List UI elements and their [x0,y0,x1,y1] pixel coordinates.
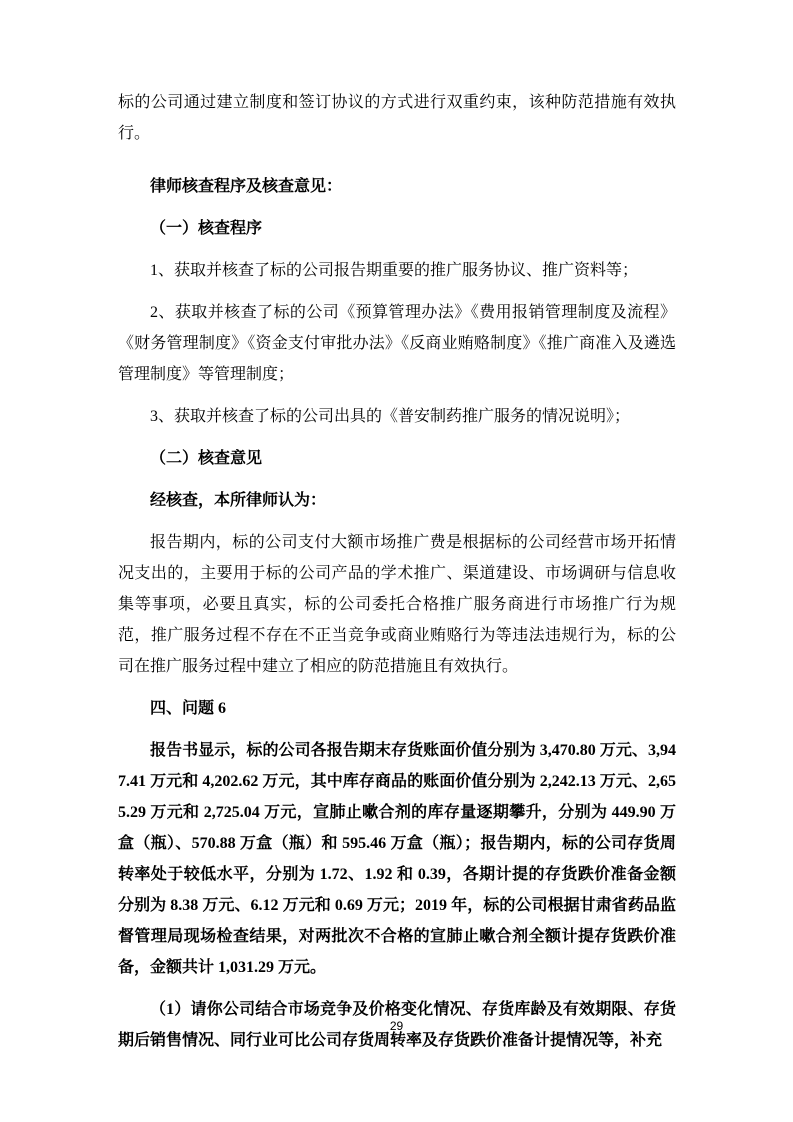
heading-lawyer-opinion-lead: 经核查，本所律师认为： [150,492,327,509]
document-content [118,87,676,1067]
paragraph-question-item-1: （1）请你公司结合市场竞争及价格变化情况、存货库龄及有效期限、存货期后销售情况、同行业可比公司存货周转率及存货跌价准备计提情况等，补充 [118,1001,676,1049]
heading-lawyer-verification-procedures: 律师核查程序及核查意见： [150,178,343,195]
paragraph-continuation: 标的公司通过建立制度和签订协议的方式进行双重约束，该种防范措施有效执行。 [118,94,676,142]
list-item-1: 1、获取并核查了标的公司报告期重要的推广服务协议、推广资料等； [150,262,639,279]
heading-verification-opinion: （二）核查意见 [150,450,263,467]
paragraph-report-inventory: 报告书显示，标的公司各报告期末存货账面价值分别为 3,470.80 万元、3,947.41 万元和 4,202.62 万元，其中库存商品的账面价值分别为 2,242.13 万元、2,655.29 万元和 2,725.04 万元，宣肺止嗽合剂的库存量逐期攀升，分别为 449.90 万盒（瓶）、570.88 万盒（瓶）和 595.46 万盒（瓶）；报告期内，标的公司存货周转率处于较低水平，分别为 1.72、1.92 和 0.39，各期计提的存货跌价准备金额分别为 8.38 万元、6.12 万元和 0.69 万元；2019 年，标的公司根据甘肃省药品监督管理局现场检查结果，对两批次不合格的宣肺止嗽合剂全额计提存货跌价准备，金额共计 1,031.29 万元。 [118,742,676,976]
paragraph-opinion-body: 报告期内，标的公司支付大额市场推广费是根据标的公司经营市场开拓情况支出的，主要用于标的公司产品的学术推广、渠道建设、市场调研与信息收集等事项，必要且真实，标的公司委托合格推广服务商进行市场推广行为规范，推广服务过程不存在不正当竞争或商业贿赂行为等违法违规行为，标的公司在推广服务过程中建立了相应的防范措施且有效执行。 [118,534,676,675]
heading-question-6: 四、问题 6 [150,700,227,717]
heading-verification-procedure: （一）核查程序 [150,220,263,237]
list-item-2: 2、获取并核查了标的公司《预算管理办法》《费用报销管理制度及流程》《财务管理制度》《资金支付审批办法》《反商业贿赂制度》《推广商准入及遴选管理制度》等管理制度； [118,304,676,383]
list-item-3: 3、获取并核查了标的公司出具的《普安制药推广服务的情况说明》； [150,408,631,425]
page-number: 29 [389,1019,404,1033]
